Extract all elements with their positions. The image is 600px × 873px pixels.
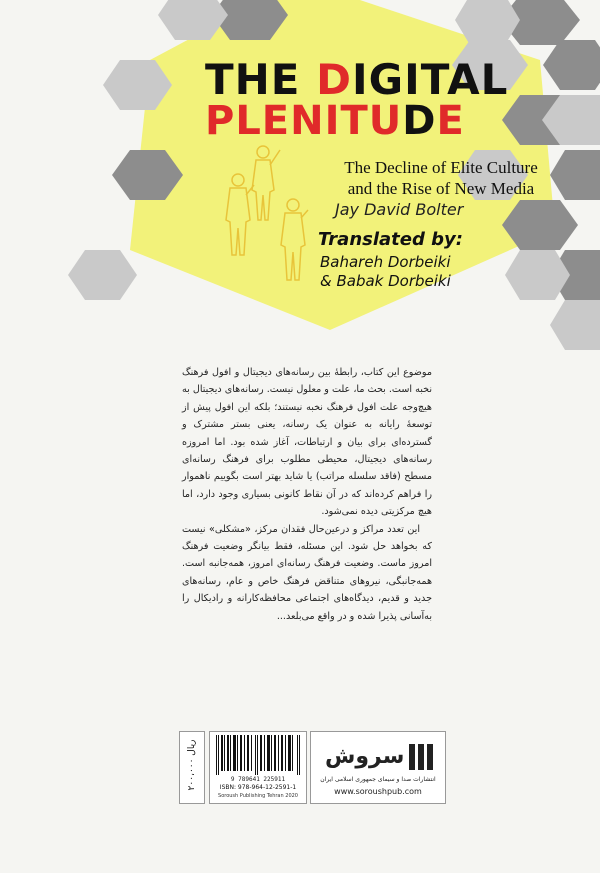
publisher-subtitle: انتشارات صدا و سیمای جمهوری اسلامی ایران [320,776,436,783]
barcode-icon [214,735,302,775]
author-name: Jay David Bolter [335,200,464,219]
hexagon-tile [505,250,570,300]
hexagon-tile [68,250,137,300]
hexagon-tile [550,300,600,350]
barcode-box [209,731,307,804]
publisher-logo-box [310,731,446,804]
isbn-number: ISBN: 978-964-12-2591-1 [219,784,297,791]
translator-1: Bahareh Dorbeiki [320,253,451,271]
subtitle-line-1: The Decline of Elite Culture [344,158,538,177]
translated-by-label: Translated by: [318,229,463,250]
translator-2: & Babak Dorbeiki [320,272,451,290]
subtitle-line-2: and the Rise of New Media [347,179,535,198]
business-people-illustration [218,140,328,290]
title-line-1: THE DIGITAL [205,55,509,104]
hexagon-tile [543,40,600,90]
price-label: ۲۰۰،۰۰۰ ریال [187,739,197,791]
blurb-text [182,364,432,625]
publisher-logo-icon [407,742,437,772]
publisher-logo-name: سروش [325,744,405,769]
blurb-paragraph-2: این تعدد مراکز و درعین‌حال فقدان مرکز، «مشکلی» نیست که بخواهد حل شود. این مسئله، فقط بیانگر وضعیت فرهنگ امروز ماست. وضعیت فرهنگ رسانه‌ای امروز، همه‌جانبه است. همه‌جانبگی، نیروهای متناقض فرهنگ خاص و عام، رسانه‌های جدید و قدیم، دیدگاه‌های اجتماعی محافظه‌کارانه و رادیکال را به‌آسانی پذیرا شده و در واقع می‌بلعد... [182,523,432,622]
barcode-digits: 9 789641 225911 [230,776,286,783]
publisher-line: Soroush Publishing Tehran 2020 [218,793,298,799]
subtitle [316,157,566,199]
title-line-2: PLENITUDE [205,98,465,144]
price-box [179,731,205,804]
blurb-paragraph-1: موضوع این کتاب، رابطهٔ بین رسانه‌های دیجیتال و افول فرهنگ نخبه است. بحث ما، علت و معلول نیست. رسانه‌های دیجیتال به هیچ‌وجه علت افول فرهنگ نخبه نیستند؛ بلکه این افول پیش از توسعهٔ رایانه به عنوان یک رسانه، یعنی بستر مشترک و گسترده‌ای برای بیان و ارتباطات، آغاز شده بود. اما امروزه رسانه‌های دیجیتال، محیطی مطلوب برای فرهنگ رسانه‌ای مسطح (فاقد سلسله مراتب) یا شاید بهتر است بگوییم ناهموار را فراهم کرده‌اند که در آن نقاط کانونی بسیاری وجود دارد، اما هیچ مرکزیتی دیده نمی‌شود. [182,367,432,518]
publisher-url: www.soroushpub.com [334,787,422,796]
